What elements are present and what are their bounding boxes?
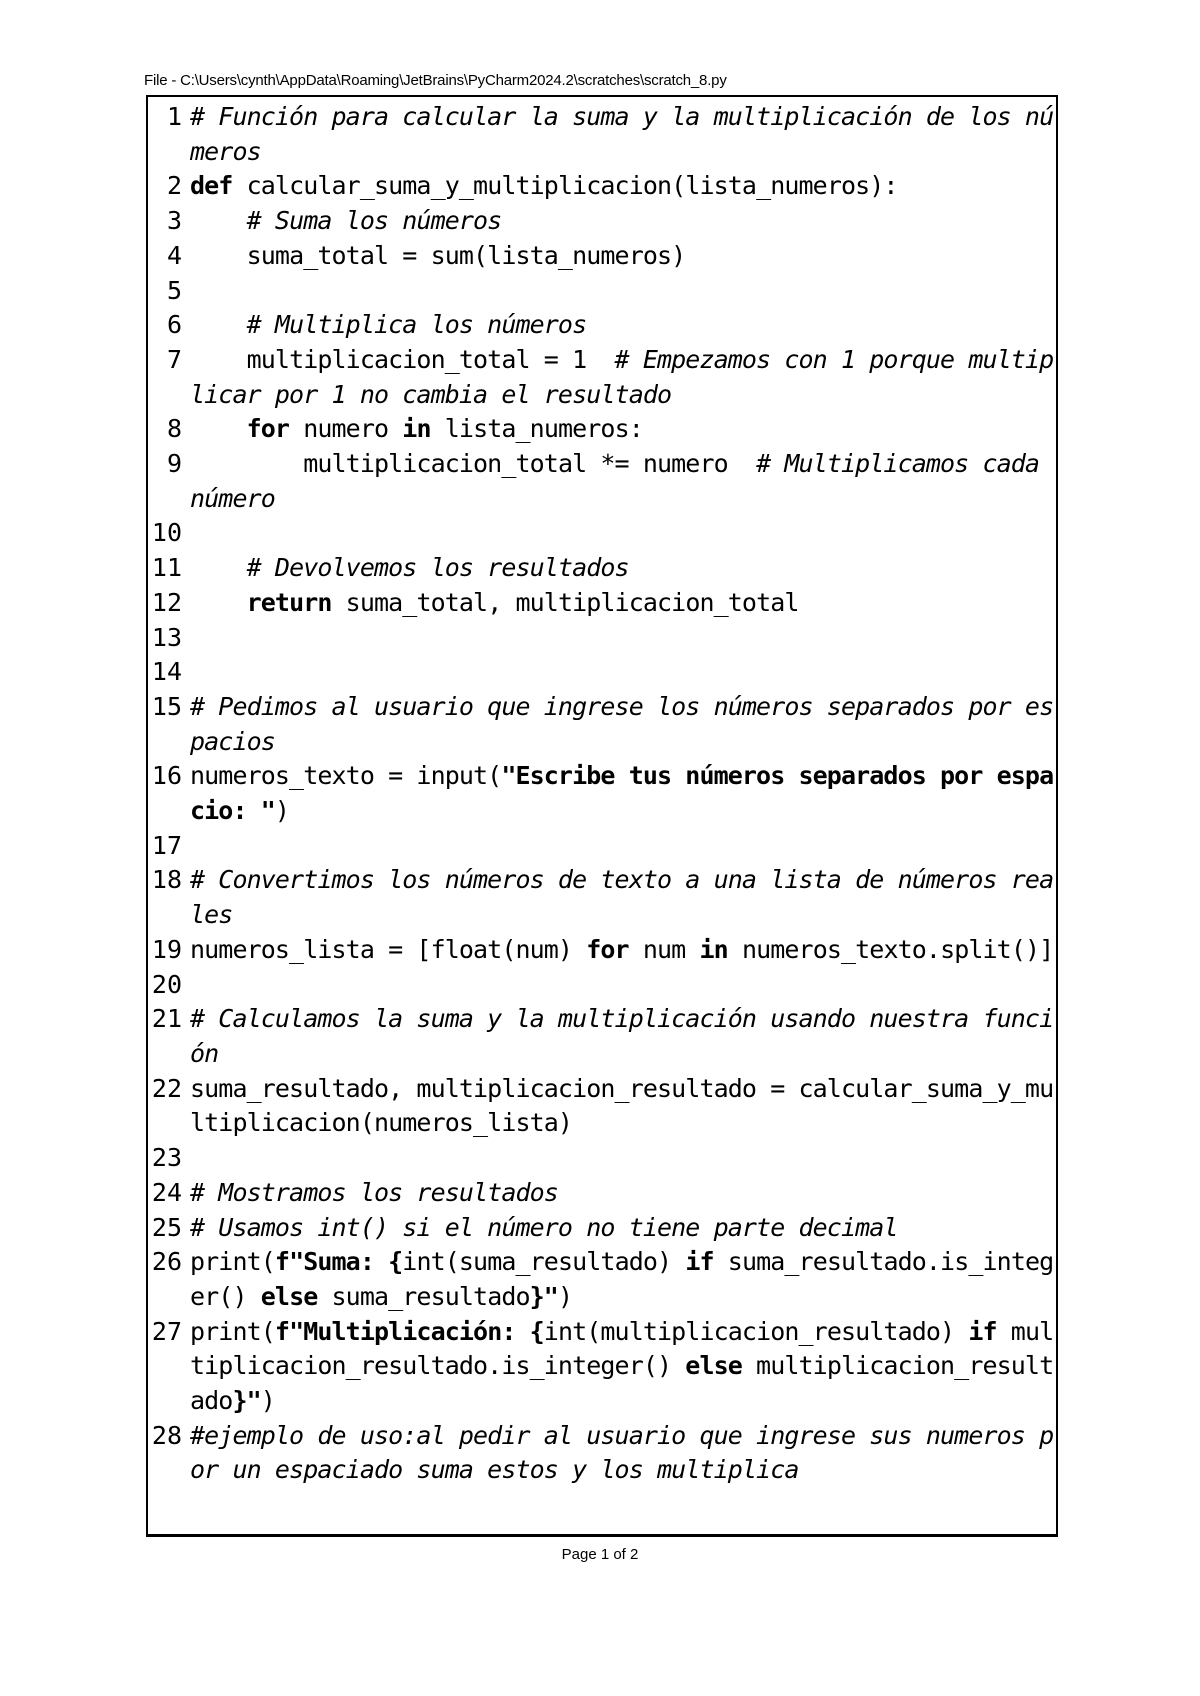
line-number: 6 xyxy=(166,310,182,340)
code-token-comment: #ejemplo de uso:al pedir al usuario que ingrese sus numeros por un espaciado suma estos y los multiplica xyxy=(190,1420,1054,1485)
code-token-plain: numeros_texto = input( xyxy=(190,761,502,791)
code-token-keyword: if xyxy=(968,1316,997,1346)
code-line xyxy=(148,343,1056,412)
line-code xyxy=(190,1141,1056,1176)
code-token-keyword: in xyxy=(402,414,431,444)
code-token-plain xyxy=(190,588,247,617)
code-token-string: }" xyxy=(232,1386,261,1416)
code-token-comment: # Suma los números xyxy=(246,206,502,236)
line-code xyxy=(190,968,1056,1003)
code-token-plain: int(suma_resultado) xyxy=(402,1247,686,1277)
line-code xyxy=(190,1176,1056,1211)
code-line xyxy=(148,690,1056,759)
code-line xyxy=(148,1419,1056,1488)
code-token-keyword: return xyxy=(246,587,332,617)
code-token-plain: multiplicacion_resultado xyxy=(190,1351,1054,1416)
code-token-plain: print( xyxy=(190,1247,275,1277)
line-number: 16 xyxy=(151,761,182,791)
code-token-plain: ) xyxy=(557,1281,573,1311)
line-code xyxy=(190,204,1056,239)
line-code xyxy=(190,690,1056,759)
code-token-plain: calcular_suma_y_multiplicacion(lista_numeros): xyxy=(232,171,898,201)
code-token-plain: print( xyxy=(190,1316,275,1346)
code-line xyxy=(148,586,1056,621)
code-token-plain: suma_total = sum(lista_numeros) xyxy=(190,240,686,270)
code-line xyxy=(148,1211,1056,1246)
code-token-plain: num xyxy=(628,934,700,964)
code-token-plain: suma_resultado, multiplicacion_resultado = calcular_suma_y_multiplicacion(numeros_lista) xyxy=(190,1073,1054,1138)
line-code xyxy=(190,1315,1056,1419)
code-line xyxy=(148,308,1056,343)
line-number: 9 xyxy=(166,449,182,479)
code-token-string: f"Multiplicación: { xyxy=(274,1316,544,1346)
line-code xyxy=(190,1211,1056,1246)
code-token-plain xyxy=(190,310,247,339)
line-number: 1 xyxy=(166,102,182,131)
code-token-comment: # Mostramos los resultados xyxy=(190,1177,558,1207)
code-token-keyword: else xyxy=(260,1281,318,1311)
line-code xyxy=(190,829,1056,864)
code-line xyxy=(148,204,1056,239)
code-line xyxy=(148,516,1056,551)
line-number: 10 xyxy=(151,518,182,548)
code-line xyxy=(148,169,1056,204)
line-code xyxy=(190,586,1056,621)
code-line xyxy=(148,759,1056,828)
code-token-plain: multiplicacion_resultado.is_integer() xyxy=(190,1316,1054,1381)
line-code xyxy=(190,1002,1056,1071)
code-token-comment: # Empezamos con 1 porque multiplicar por 1 no cambia el resultado xyxy=(190,344,1054,409)
code-token-plain: numeros_lista = [float(num) xyxy=(190,934,587,964)
code-line xyxy=(148,933,1056,968)
line-number: 27 xyxy=(151,1316,182,1346)
line-number: 8 xyxy=(166,414,182,444)
code-token-string: }" xyxy=(529,1281,558,1311)
file-path-header: File - C:\Users\cynth\AppData\Roaming\JetBrains\PyCharm2024.2\scratches\scratch_8.py xyxy=(144,72,727,89)
line-number: 12 xyxy=(151,587,182,617)
code-token-keyword: for xyxy=(246,414,290,444)
line-code xyxy=(190,551,1056,586)
line-code xyxy=(190,447,1056,516)
code-token-string: "Escribe tus números separados por espacio: " xyxy=(190,761,1054,826)
line-code xyxy=(190,308,1056,343)
code-token-keyword: if xyxy=(685,1247,714,1277)
line-number: 24 xyxy=(151,1177,182,1207)
line-code xyxy=(190,343,1056,412)
code-token-plain: numero xyxy=(289,414,403,444)
code-token-comment: # Usamos int() si el número no tiene parte decimal xyxy=(190,1212,898,1242)
code-line xyxy=(148,1141,1056,1176)
line-number: 11 xyxy=(151,553,182,583)
code-line xyxy=(148,100,1056,169)
line-code xyxy=(190,100,1056,169)
code-token-keyword: in xyxy=(699,934,728,964)
code-line xyxy=(148,1002,1056,1071)
line-code xyxy=(190,1072,1056,1141)
line-number: 15 xyxy=(151,691,182,721)
code-line xyxy=(148,655,1056,690)
code-token-plain: ) xyxy=(260,1386,275,1416)
code-line xyxy=(148,412,1056,447)
code-token-string: f"Suma: { xyxy=(274,1247,403,1277)
code-token-plain: ) xyxy=(274,796,290,826)
code-token-comment: # Devolvemos los resultados xyxy=(246,553,629,583)
code-token-plain xyxy=(190,206,247,235)
code-token-keyword: else xyxy=(685,1351,742,1381)
code-token-plain: suma_total, multiplicacion_total xyxy=(331,587,799,617)
code-token-plain xyxy=(190,553,247,582)
line-number: 21 xyxy=(151,1004,182,1034)
code-line xyxy=(148,1072,1056,1141)
line-code xyxy=(190,239,1056,274)
code-token-comment: # Multiplicamos cada número xyxy=(190,449,1054,513)
line-number: 19 xyxy=(151,934,182,964)
code-line xyxy=(148,1176,1056,1211)
line-code xyxy=(190,933,1056,968)
line-code xyxy=(190,169,1056,204)
code-line xyxy=(148,968,1056,1003)
code-line xyxy=(148,239,1056,274)
line-code xyxy=(190,412,1056,447)
code-token-keyword: def xyxy=(190,171,233,201)
page-number: Page 1 of 2 xyxy=(561,1546,639,1563)
line-number: 3 xyxy=(166,206,182,236)
code-token-plain: int(multiplicacion_resultado) xyxy=(543,1316,969,1346)
code-token-keyword: for xyxy=(586,934,629,964)
code-line xyxy=(148,621,1056,656)
code-token-comment: # Multiplica los números xyxy=(246,310,587,340)
code-line xyxy=(148,1245,1056,1314)
line-code xyxy=(190,1245,1056,1314)
line-number: 26 xyxy=(151,1247,182,1277)
line-number: 17 xyxy=(151,830,182,860)
line-number: 25 xyxy=(151,1212,182,1242)
line-code xyxy=(190,516,1056,551)
code-token-plain xyxy=(190,414,247,443)
line-code xyxy=(190,759,1056,828)
line-number: 4 xyxy=(166,240,182,270)
code-listing xyxy=(146,95,1058,1537)
line-code xyxy=(190,274,1056,309)
code-line xyxy=(148,274,1056,309)
code-token-plain: lista_numeros: xyxy=(430,414,643,444)
code-line xyxy=(148,1315,1056,1419)
line-number: 20 xyxy=(151,969,182,999)
line-number: 23 xyxy=(151,1143,182,1173)
line-code xyxy=(190,621,1056,656)
line-number: 2 xyxy=(166,171,182,201)
code-line xyxy=(148,551,1056,586)
line-number: 28 xyxy=(151,1420,182,1450)
line-number: 22 xyxy=(151,1073,182,1103)
code-token-comment: # Calculamos la suma y la multiplicación usando nuestra función xyxy=(190,1004,1054,1068)
code-token-comment: # Pedimos al usuario que ingrese los números separados por espacios xyxy=(190,691,1054,756)
line-number: 18 xyxy=(151,865,182,895)
line-code xyxy=(190,655,1056,690)
line-code xyxy=(190,863,1056,932)
code-token-plain: multiplicacion_total *= numero xyxy=(190,449,757,479)
code-token-plain: numeros_texto.split()] xyxy=(727,934,1054,964)
line-number: 7 xyxy=(166,344,182,374)
code-line xyxy=(148,863,1056,932)
code-token-comment: # Función para calcular la suma y la multiplicación de los números xyxy=(190,102,1054,166)
code-token-comment: # Convertimos los números de texto a una lista de números reales xyxy=(190,865,1054,930)
code-token-plain: suma_resultado.is_integer() xyxy=(190,1247,1054,1311)
line-number: 13 xyxy=(151,622,182,652)
line-code xyxy=(190,1419,1056,1488)
code-token-plain: multiplicacion_total = 1 xyxy=(190,344,615,374)
line-number: 14 xyxy=(151,657,182,687)
code-line xyxy=(148,447,1056,516)
code-line xyxy=(148,829,1056,864)
code-token-plain: suma_resultado xyxy=(317,1281,530,1311)
line-number: 5 xyxy=(166,275,182,305)
